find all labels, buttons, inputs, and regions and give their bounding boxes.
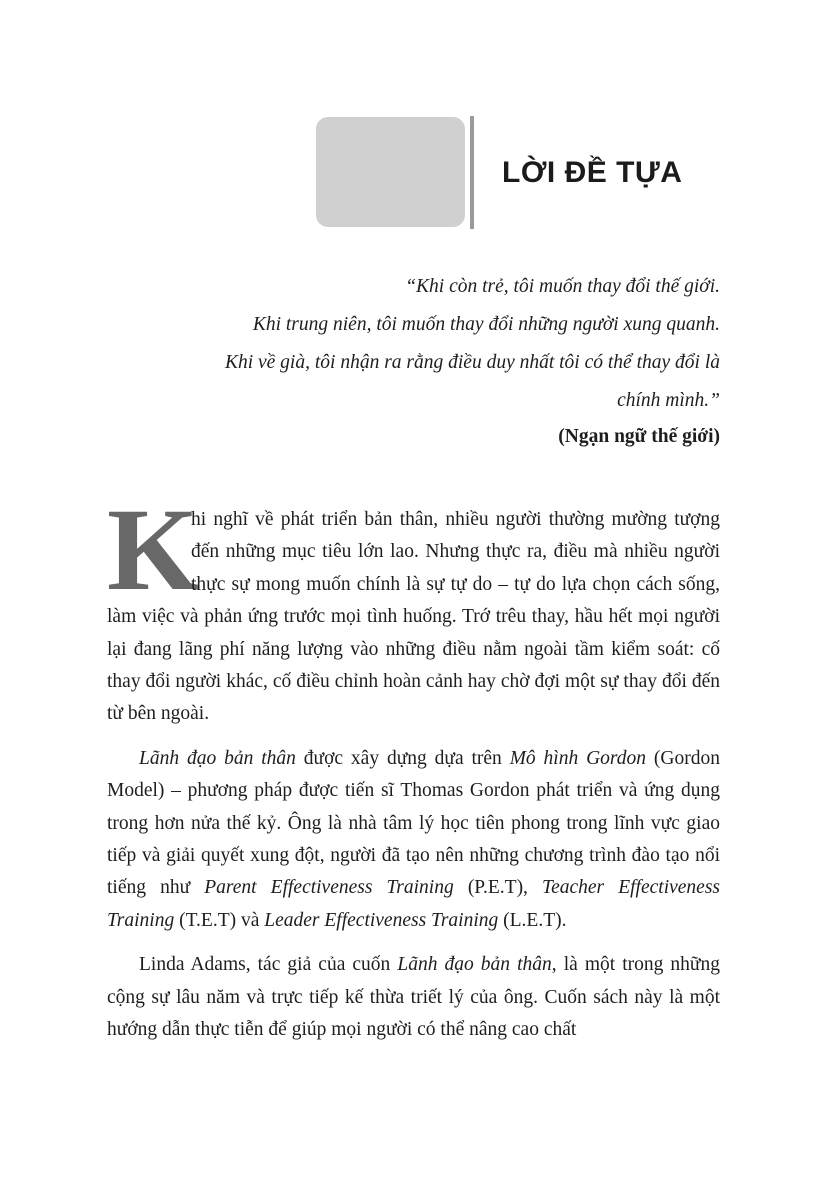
paragraph-1-text: hi nghĩ về phát triển bản thân, nhiều người thường mường tượng đến những mục tiêu lớn lao. Nhưng thực ra, điều mà nhiều người thực sự mong muốn chính là sự tự do – tự do lựa chọn cách sống, làm việc và phản ứng trước mọi tình huống. Trớ trêu thay, hầu hết mọi người lại đang lãng phí năng lượng vào những điều nằm ngoài tầm kiểm soát: cố thay đổi người khác, cố điều chỉnh hoàn cảnh hay chờ đợi một sự thay đổi đến từ bên ngoài. — [107, 509, 720, 725]
header-divider — [470, 116, 474, 229]
text-span: (T.E.T) và — [174, 909, 265, 931]
book-title: Lãnh đạo bản thân — [139, 747, 296, 769]
epigraph-line: “Khi còn trẻ, tôi muốn thay đổi thế giới. — [405, 276, 720, 297]
epigraph-line: Khi về già, tôi nhận ra rằng điều duy nhất tôi có thể thay đổi là — [224, 352, 720, 373]
epigraph-source: (Ngạn ngữ thế giới) — [558, 426, 720, 447]
text-span: (Gordon Model) – phương pháp được tiến sĩ Thomas Gordon phát triển và ứng dụng trong hơn nửa thế kỷ. Ông là nhà tâm lý học tiên phong trong lĩnh vực giao tiếp và giải quyết xung đột, người đã tạo nên những chương trình đào tạo nổi tiếng như — [107, 747, 720, 899]
chapter-title: LỜI ĐỀ TỰA — [502, 156, 683, 189]
text-span: , là một trong những cộng sự lâu năm và trực tiếp kế thừa triết lý của ông. Cuốn sách này là một hướng dẫn thực tiễn để giúp mọi người có thể nâng cao chất — [107, 954, 721, 1041]
paragraph-3 — [107, 949, 720, 1046]
text-span: được xây dựng dựa trên — [295, 747, 510, 769]
paragraph-1 — [107, 484, 720, 731]
epigraph-line: chính mình.” — [617, 390, 720, 411]
drop-cap: K — [107, 484, 199, 615]
chapter-header-box — [316, 117, 465, 227]
text-span: (L.E.T). — [498, 909, 567, 931]
program-let: Leader Effectiveness Training — [264, 909, 499, 931]
book-title: Lãnh đạo bản thân — [397, 954, 552, 976]
paragraph-2 — [107, 743, 720, 937]
program-tet: Teacher Effectiveness Training — [107, 877, 721, 931]
epigraph — [120, 268, 720, 420]
body-text — [107, 484, 721, 1059]
text-span: Linda Adams, tác giả của cuốn — [139, 954, 398, 976]
program-pet: Parent Effectiveness Training — [204, 877, 454, 899]
epigraph-line: Khi trung niên, tôi muốn thay đổi những người xung quanh. — [252, 314, 720, 335]
text-span: (P.E.T), — [453, 877, 543, 899]
model-name: Mô hình Gordon — [509, 747, 647, 769]
